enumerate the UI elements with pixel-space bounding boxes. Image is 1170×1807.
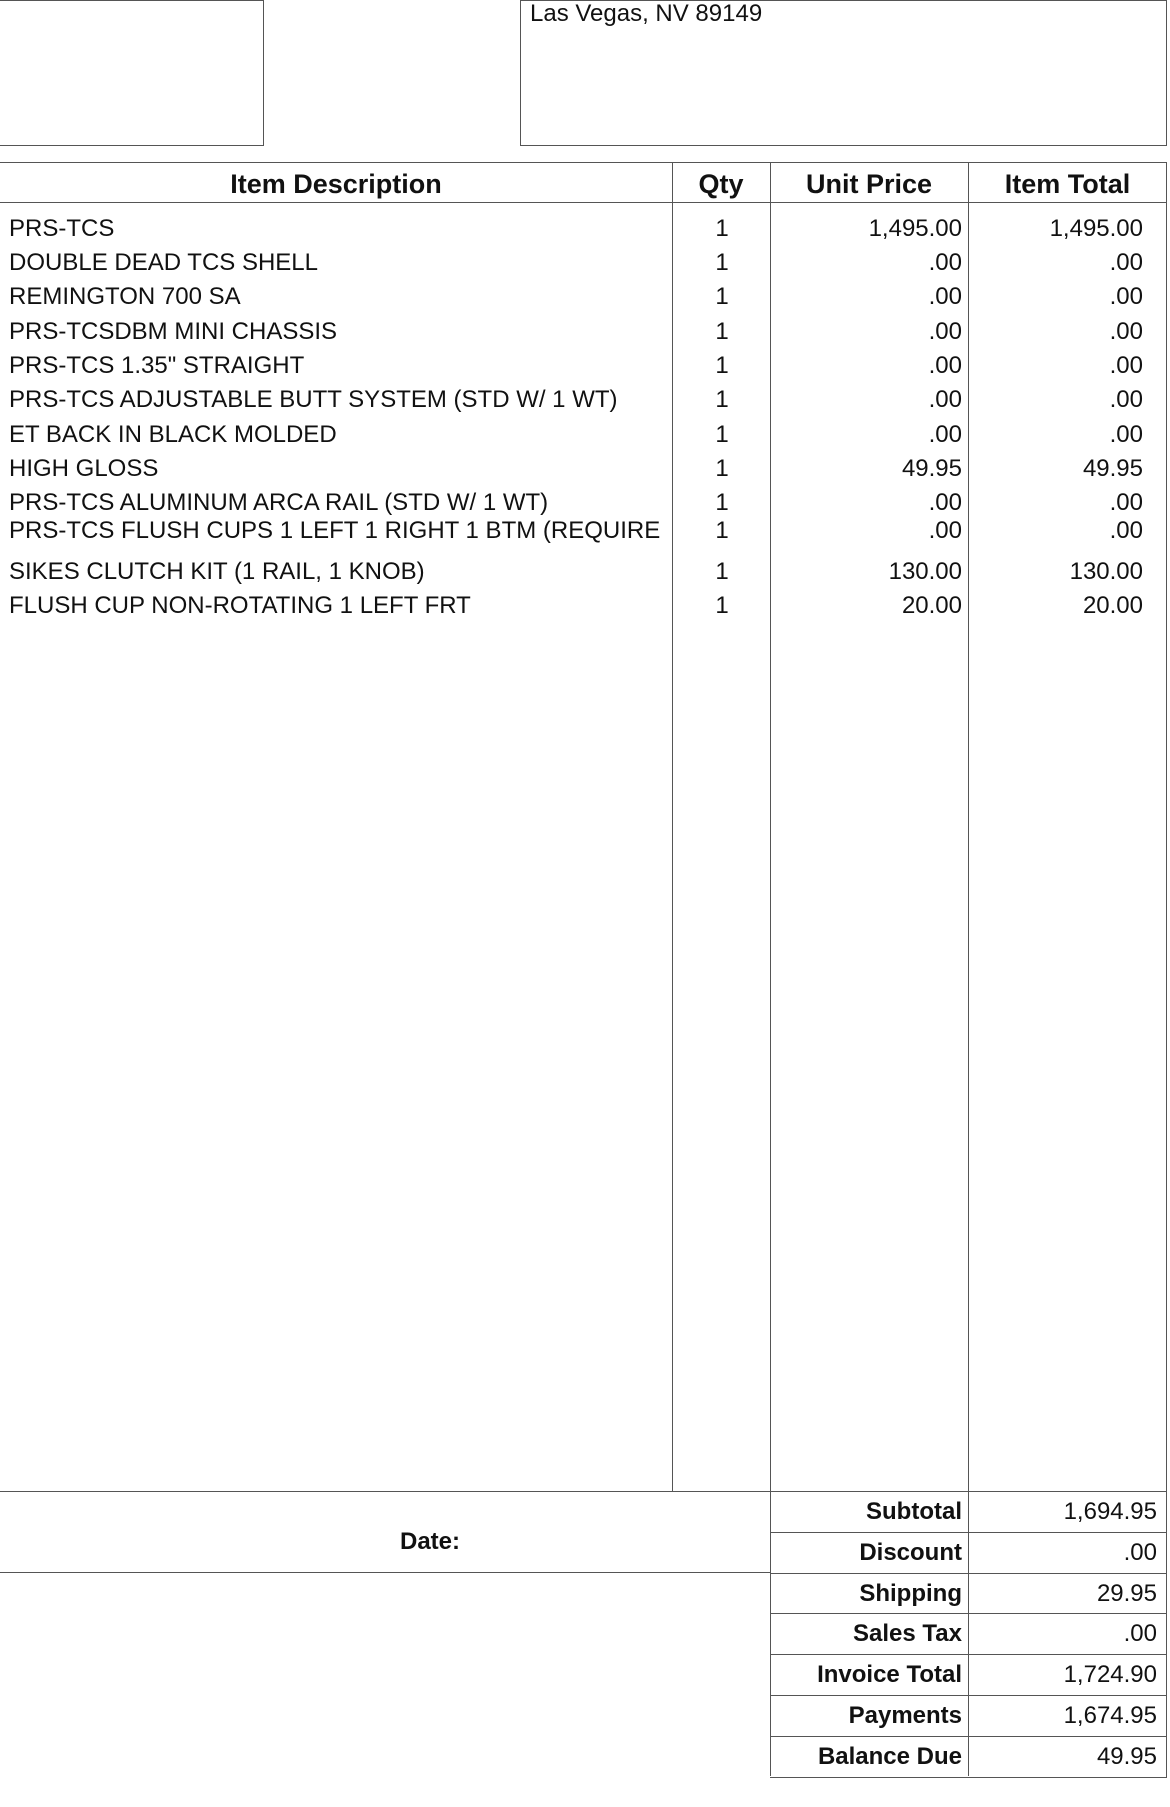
summary-label: Subtotal — [866, 1498, 962, 1525]
item-total-cell: 130.00 — [1069, 558, 1143, 585]
summary-value: 49.95 — [1096, 1742, 1157, 1770]
table-row — [0, 349, 1170, 383]
item-unit-price-cell: 20.00 — [901, 592, 962, 619]
table-row — [0, 514, 1170, 548]
table-row — [0, 246, 1170, 280]
item-unit-price-cell: .00 — [928, 421, 962, 448]
item-description-cell: ET BACK IN BLACK MOLDED — [9, 421, 337, 448]
summary-label: Balance Due — [817, 1742, 962, 1770]
top-left-box — [0, 0, 264, 146]
item-unit-price-cell: .00 — [928, 283, 962, 310]
item-unit-price-cell: .00 — [928, 249, 962, 276]
table-row — [0, 589, 1170, 623]
item-unit-price-cell: .00 — [928, 489, 962, 516]
item-description-cell: HIGH GLOSS — [9, 455, 159, 482]
items-header-divider — [0, 202, 1167, 203]
item-description-cell: FLUSH CUP NON-ROTATING 1 LEFT FRT — [9, 592, 471, 619]
item-description-cell: REMINGTON 700 SA — [9, 283, 241, 310]
summary-label: Discount — [859, 1538, 962, 1566]
item-total-cell: .00 — [1109, 386, 1143, 413]
item-total-cell: .00 — [1109, 249, 1143, 276]
summary-value: 1,694.95 — [1063, 1498, 1157, 1525]
item-qty-cell: 1 — [715, 517, 729, 544]
table-row — [0, 418, 1170, 452]
item-description-cell: SIKES CLUTCH KIT (1 RAIL, 1 KNOB) — [9, 558, 425, 585]
footer-top-rule — [0, 1491, 770, 1492]
item-unit-price-cell: 49.95 — [901, 455, 962, 482]
item-unit-price-cell: .00 — [928, 352, 962, 379]
summary-row-divider — [770, 1573, 1167, 1574]
item-qty-cell: 1 — [715, 283, 729, 310]
item-total-cell: 20.00 — [1082, 592, 1143, 619]
table-row — [0, 555, 1170, 589]
summary-row-divider — [770, 1695, 1167, 1696]
item-description-cell: PRS-TCS ADJUSTABLE BUTT SYSTEM (STD W/ 1 WT) — [9, 386, 618, 413]
item-total-cell: .00 — [1109, 489, 1143, 516]
item-qty-cell: 1 — [715, 455, 729, 482]
item-qty-cell: 1 — [715, 249, 729, 276]
table-row — [0, 280, 1170, 314]
summary-value: 1,674.95 — [1063, 1702, 1157, 1729]
summary-row-divider — [770, 1736, 1167, 1737]
item-total-cell: 49.95 — [1082, 455, 1143, 482]
item-unit-price-cell: 1,495.00 — [868, 215, 962, 242]
table-row — [0, 212, 1170, 246]
item-unit-price-cell: .00 — [928, 318, 962, 345]
summary-label: Payments — [848, 1702, 962, 1729]
item-description-cell: PRS-TCS — [9, 215, 115, 242]
item-qty-cell: 1 — [715, 386, 729, 413]
summary-row-divider — [770, 1532, 1167, 1533]
item-total-cell: 1,495.00 — [1049, 215, 1143, 242]
item-total-cell: .00 — [1109, 421, 1143, 448]
header-qty: Qty — [698, 169, 744, 199]
address-city-line: Las Vegas, NV 89149 — [530, 0, 763, 27]
summary-row-divider — [770, 1613, 1167, 1614]
header-item-description: Item Description — [230, 169, 442, 199]
item-qty-cell: 1 — [715, 421, 729, 448]
summary-label: Invoice Total — [817, 1661, 962, 1689]
item-qty-cell: 1 — [715, 558, 729, 585]
item-unit-price-cell: .00 — [928, 386, 962, 413]
table-row — [0, 315, 1170, 349]
item-description-cell: DOUBLE DEAD TCS SHELL — [9, 249, 318, 276]
summary-value: .00 — [1123, 1538, 1157, 1566]
item-description-cell: PRS-TCS FLUSH CUPS 1 LEFT 1 RIGHT 1 BTM (REQUIRE — [9, 517, 661, 544]
item-total-cell: .00 — [1109, 352, 1143, 379]
item-unit-price-cell: .00 — [928, 517, 962, 544]
table-row — [0, 383, 1170, 417]
item-description-cell: PRS-TCS 1.35" STRAIGHT — [9, 352, 305, 379]
summary-value: .00 — [1123, 1620, 1157, 1648]
item-qty-cell: 1 — [715, 592, 729, 619]
item-total-cell: .00 — [1109, 318, 1143, 345]
item-description-cell: PRS-TCS ALUMINUM ARCA RAIL (STD W/ 1 WT) — [9, 489, 549, 516]
ship-to-address-box — [520, 0, 1167, 146]
summary-value: 1,724.90 — [1063, 1661, 1157, 1689]
date-label: Date: — [400, 1528, 461, 1555]
header-item-total: Item Total — [1004, 169, 1131, 199]
item-total-cell: .00 — [1109, 517, 1143, 544]
header-unit-price: Unit Price — [805, 169, 933, 199]
item-unit-price-cell: 130.00 — [888, 558, 962, 585]
item-total-cell: .00 — [1109, 283, 1143, 310]
summary-value: 29.95 — [1096, 1579, 1157, 1607]
item-qty-cell: 1 — [715, 489, 729, 516]
item-qty-cell: 1 — [715, 215, 729, 242]
item-description-cell: PRS-TCSDBM MINI CHASSIS — [9, 318, 338, 345]
footer-date-rule — [0, 1572, 770, 1573]
item-qty-cell: 1 — [715, 352, 729, 379]
summary-row-divider — [770, 1654, 1167, 1655]
item-qty-cell: 1 — [715, 318, 729, 345]
summary-label: Sales Tax — [853, 1620, 962, 1648]
table-row — [0, 452, 1170, 486]
summary-label: Shipping — [859, 1579, 962, 1607]
